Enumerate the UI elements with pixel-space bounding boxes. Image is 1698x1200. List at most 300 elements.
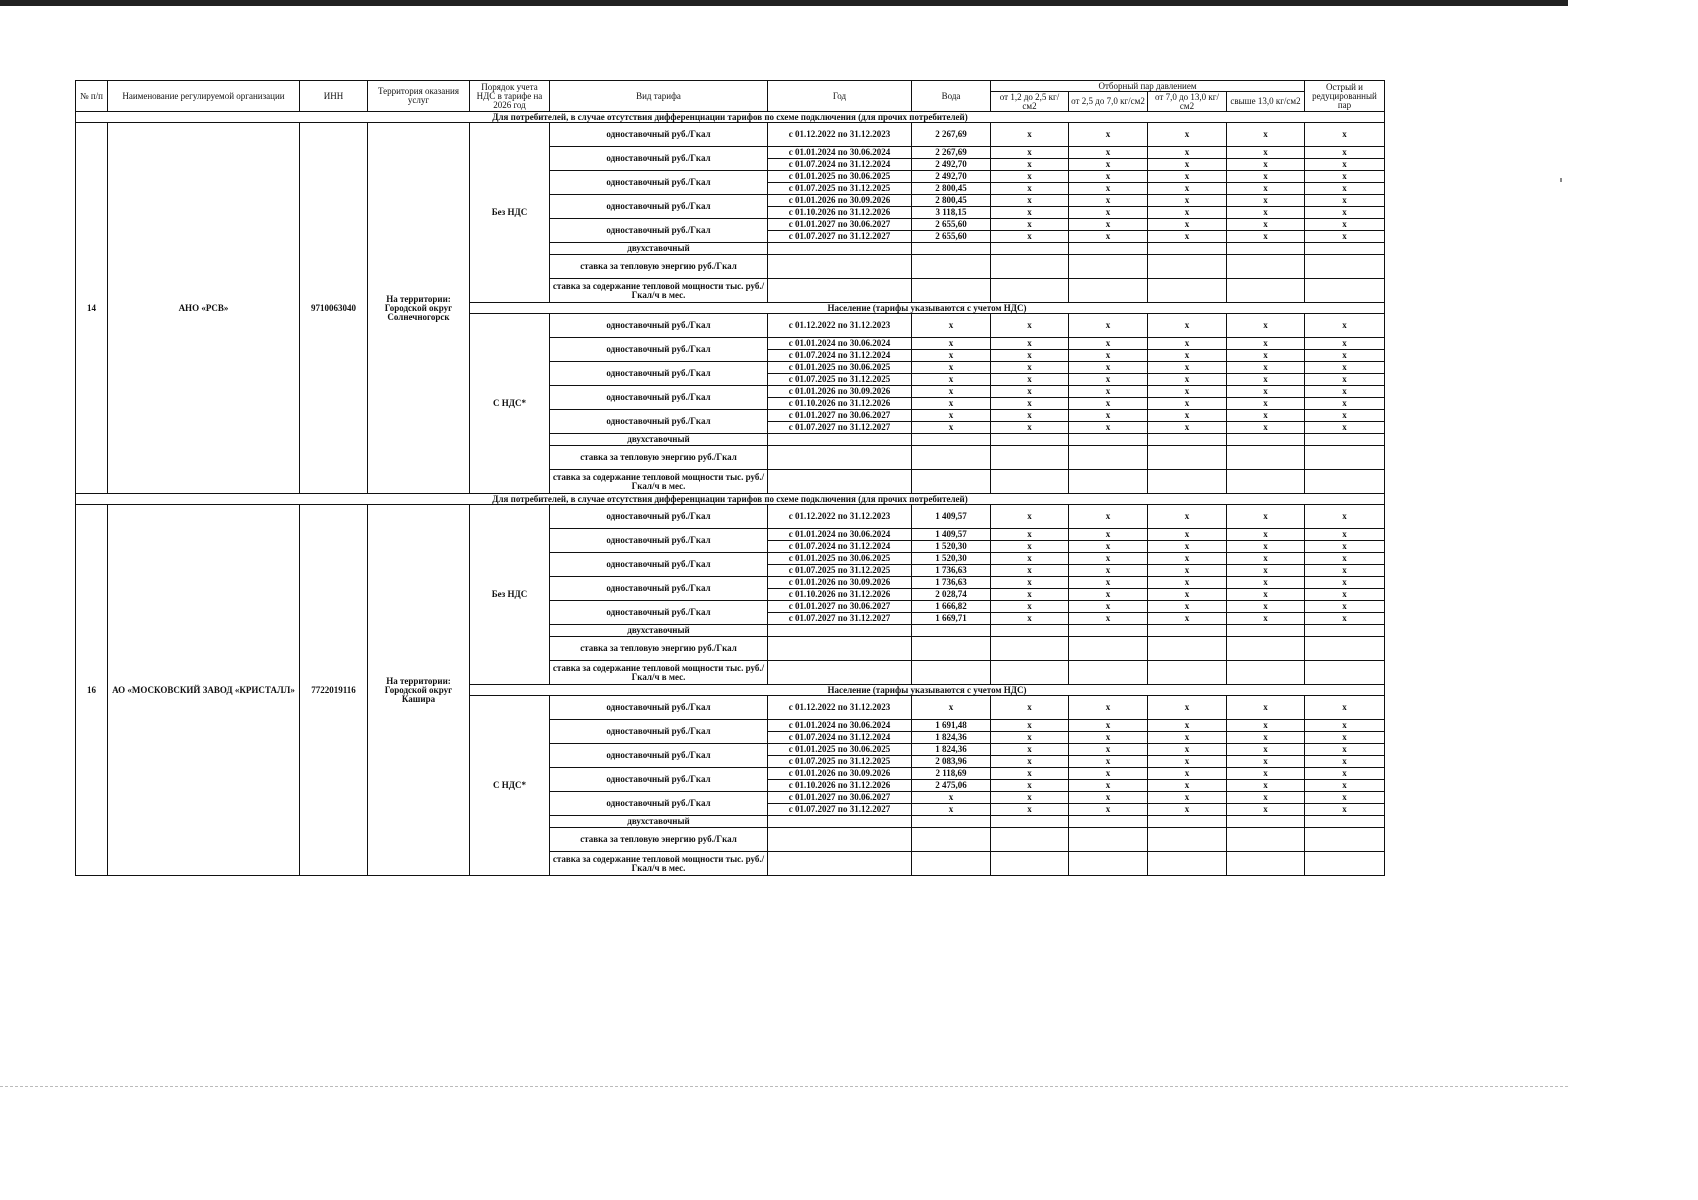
cell-x: x xyxy=(1069,732,1148,744)
cell-empty xyxy=(912,852,991,876)
cell-x: x xyxy=(1069,744,1148,756)
cell-empty xyxy=(1305,637,1385,661)
cell-x: x xyxy=(1069,553,1148,565)
tariff-type: одноставочный руб./Гкал xyxy=(550,792,768,816)
scan-speck xyxy=(1560,178,1562,182)
cell-empty xyxy=(1227,243,1305,255)
cell-x: x xyxy=(1148,410,1227,422)
cell-x: x xyxy=(1305,565,1385,577)
org-name: АНО «РСВ» xyxy=(108,123,300,494)
cell-x: x xyxy=(991,577,1069,589)
tariff-type: одноставочный руб./Гкал xyxy=(550,696,768,720)
period: с 01.07.2025 по 31.12.2025 xyxy=(768,565,912,577)
vat-mode: С НДС* xyxy=(470,696,550,876)
cell-empty xyxy=(912,434,991,446)
water-value: 1 736,63 xyxy=(912,565,991,577)
band-other-label: Для потребителей, в случае отсутствия дифференциации тарифов по схеме подключения (для прочих потребителей) xyxy=(76,494,1385,505)
org-inn: 9710063040 xyxy=(300,123,368,494)
cell-x: x xyxy=(1148,792,1227,804)
band-row-other xyxy=(76,112,1385,123)
org-inn: 7722019116 xyxy=(300,505,368,876)
cell-x: x xyxy=(991,171,1069,183)
tariff-row xyxy=(76,505,1385,529)
cell-x: x xyxy=(991,613,1069,625)
cell-empty xyxy=(991,816,1069,828)
tariff-table xyxy=(75,80,1385,876)
scan-footer-line xyxy=(0,1086,1568,1087)
period: с 01.01.2026 по 30.09.2026 xyxy=(768,577,912,589)
cell-x: x xyxy=(1069,565,1148,577)
cell-x: x xyxy=(1069,219,1148,231)
band-row-other xyxy=(76,494,1385,505)
tariff-type: одноставочный руб./Гкал xyxy=(550,601,768,625)
tariff-body xyxy=(76,112,1385,876)
cell-x: x xyxy=(1227,171,1305,183)
cell-x: x xyxy=(1227,589,1305,601)
cell-x: x xyxy=(991,410,1069,422)
cell-x: x xyxy=(1305,386,1385,398)
period: с 01.01.2026 по 30.09.2026 xyxy=(768,195,912,207)
cell-x: x xyxy=(1227,744,1305,756)
cell-x: x xyxy=(1069,577,1148,589)
cell-empty xyxy=(1148,243,1227,255)
water-value: 2 655,60 xyxy=(912,219,991,231)
cell-empty xyxy=(768,279,912,303)
cell-x: x xyxy=(1227,159,1305,171)
cell-x: x xyxy=(1069,768,1148,780)
water-value: 2 492,70 xyxy=(912,171,991,183)
cell-empty xyxy=(1069,852,1148,876)
water-value: 1 666,82 xyxy=(912,601,991,613)
cell-x: x xyxy=(1227,601,1305,613)
cell-x: x xyxy=(1069,541,1148,553)
scan-edge xyxy=(0,0,1568,6)
tariff-type: одноставочный руб./Гкал xyxy=(550,147,768,171)
period: с 01.01.2025 по 30.06.2025 xyxy=(768,744,912,756)
cell-x: x xyxy=(1148,553,1227,565)
cell-x: x xyxy=(1305,529,1385,541)
cell-x: x xyxy=(1227,792,1305,804)
cell-x: x xyxy=(1069,147,1148,159)
period: с 01.01.2025 по 30.06.2025 xyxy=(768,171,912,183)
cell-x: x xyxy=(1148,350,1227,362)
cell-x: x xyxy=(991,231,1069,243)
org-name: АО «МОСКОВСКИЙ ЗАВОД «КРИСТАЛЛ» xyxy=(108,505,300,876)
cell-x: x xyxy=(1227,147,1305,159)
header-water: Вода xyxy=(912,81,991,112)
cell-empty xyxy=(991,828,1069,852)
cell-x: x xyxy=(1069,696,1148,720)
vat-mode: С НДС* xyxy=(470,314,550,494)
cell-empty xyxy=(912,470,991,494)
cell-x: x xyxy=(1227,350,1305,362)
cell-x: x xyxy=(1069,123,1148,147)
cell-empty xyxy=(1069,243,1148,255)
period: с 01.01.2025 по 30.06.2025 xyxy=(768,553,912,565)
header-year: Год xyxy=(768,81,912,112)
cell-empty xyxy=(1148,255,1227,279)
cell-empty xyxy=(1305,470,1385,494)
cell-x: x xyxy=(991,123,1069,147)
cell-x: x xyxy=(1227,756,1305,768)
cell-x: x xyxy=(1227,314,1305,338)
cell-empty xyxy=(768,470,912,494)
cell-x: x xyxy=(1305,780,1385,792)
period: с 01.12.2022 по 31.12.2023 xyxy=(768,123,912,147)
period: с 01.01.2026 по 30.09.2026 xyxy=(768,768,912,780)
cell-x: x xyxy=(1227,577,1305,589)
cell-empty xyxy=(1069,637,1148,661)
cell-x: x xyxy=(1305,720,1385,732)
water-value: x xyxy=(912,792,991,804)
vat-mode: Без НДС xyxy=(470,123,550,303)
water-value: x xyxy=(912,696,991,720)
water-value: 2 655,60 xyxy=(912,231,991,243)
capacity-rate-label: ставка за содержание тепловой мощности тыс. руб./Гкал/ч в мес. xyxy=(550,279,768,303)
cell-x: x xyxy=(1148,720,1227,732)
tariff-type: одноставочный руб./Гкал xyxy=(550,314,768,338)
cell-x: x xyxy=(1305,362,1385,374)
water-value: 2 800,45 xyxy=(912,195,991,207)
cell-empty xyxy=(1305,243,1385,255)
period: с 01.01.2027 по 30.06.2027 xyxy=(768,601,912,613)
tariff-type: одноставочный руб./Гкал xyxy=(550,195,768,219)
cell-empty xyxy=(991,625,1069,637)
water-value: x xyxy=(912,804,991,816)
cell-x: x xyxy=(991,219,1069,231)
tariff-type: одноставочный руб./Гкал xyxy=(550,123,768,147)
cell-empty xyxy=(1069,470,1148,494)
cell-empty xyxy=(1227,816,1305,828)
period: с 01.12.2022 по 31.12.2023 xyxy=(768,696,912,720)
cell-x: x xyxy=(1305,314,1385,338)
water-value: x xyxy=(912,338,991,350)
water-value: x xyxy=(912,398,991,410)
water-value: 2 028,74 xyxy=(912,589,991,601)
capacity-rate-label: ставка за содержание тепловой мощности тыс. руб./Гкал/ч в мес. xyxy=(550,470,768,494)
cell-x: x xyxy=(991,541,1069,553)
cell-x: x xyxy=(1069,207,1148,219)
cell-x: x xyxy=(991,314,1069,338)
cell-x: x xyxy=(1305,505,1385,529)
cell-x: x xyxy=(1069,374,1148,386)
cell-x: x xyxy=(1069,422,1148,434)
cell-x: x xyxy=(1305,744,1385,756)
cell-x: x xyxy=(1227,696,1305,720)
cell-x: x xyxy=(1148,147,1227,159)
period: с 01.07.2024 по 31.12.2024 xyxy=(768,732,912,744)
cell-x: x xyxy=(1305,732,1385,744)
cell-empty xyxy=(1305,446,1385,470)
header-steam-1: от 1,2 до 2,5 кг/см2 xyxy=(991,92,1069,112)
header-territory: Территория оказания услуг xyxy=(368,81,470,112)
cell-x: x xyxy=(1305,207,1385,219)
cell-x: x xyxy=(1227,780,1305,792)
tariff-type: одноставочный руб./Гкал xyxy=(550,505,768,529)
cell-x: x xyxy=(1148,398,1227,410)
cell-empty xyxy=(1148,625,1227,637)
cell-empty xyxy=(991,434,1069,446)
cell-x: x xyxy=(1069,338,1148,350)
cell-x: x xyxy=(1227,123,1305,147)
cell-x: x xyxy=(1227,362,1305,374)
cell-x: x xyxy=(1148,231,1227,243)
cell-x: x xyxy=(1305,792,1385,804)
cell-x: x xyxy=(1227,553,1305,565)
cell-x: x xyxy=(1227,231,1305,243)
cell-x: x xyxy=(1227,613,1305,625)
capacity-rate-label: ставка за содержание тепловой мощности тыс. руб./Гкал/ч в мес. xyxy=(550,852,768,876)
cell-empty xyxy=(1305,816,1385,828)
cell-x: x xyxy=(1069,159,1148,171)
cell-empty xyxy=(1227,434,1305,446)
cell-x: x xyxy=(1305,219,1385,231)
cell-x: x xyxy=(991,159,1069,171)
cell-x: x xyxy=(991,529,1069,541)
cell-x: x xyxy=(991,362,1069,374)
header-org: Наименование регулируемой организации xyxy=(108,81,300,112)
cell-empty xyxy=(1069,816,1148,828)
cell-x: x xyxy=(1305,231,1385,243)
period: с 01.01.2027 по 30.06.2027 xyxy=(768,219,912,231)
cell-x: x xyxy=(991,720,1069,732)
period: с 01.07.2027 по 31.12.2027 xyxy=(768,613,912,625)
cell-empty xyxy=(1069,255,1148,279)
tariff-type-two-part: двухставочный xyxy=(550,816,768,828)
tariff-type: одноставочный руб./Гкал xyxy=(550,362,768,386)
cell-x: x xyxy=(1069,529,1148,541)
cell-empty xyxy=(1305,852,1385,876)
cell-x: x xyxy=(1069,410,1148,422)
tariff-type: одноставочный руб./Гкал xyxy=(550,386,768,410)
header-steam-3: от 7,0 до 13,0 кг/см2 xyxy=(1148,92,1227,112)
header-row-1 xyxy=(76,81,1385,92)
band-pop-label: Население (тарифы указываются с учетом НДС) xyxy=(470,685,1385,696)
cell-x: x xyxy=(1069,756,1148,768)
cell-x: x xyxy=(991,398,1069,410)
cell-x: x xyxy=(1148,589,1227,601)
energy-rate-label: ставка за тепловую энергию руб./Гкал xyxy=(550,828,768,852)
cell-empty xyxy=(1069,828,1148,852)
cell-x: x xyxy=(1148,386,1227,398)
cell-empty xyxy=(991,446,1069,470)
vat-mode: Без НДС xyxy=(470,505,550,685)
tariff-type-two-part: двухставочный xyxy=(550,434,768,446)
period: с 01.01.2024 по 30.06.2024 xyxy=(768,338,912,350)
tariff-type: одноставочный руб./Гкал xyxy=(550,577,768,601)
water-value: 2 267,69 xyxy=(912,123,991,147)
cell-empty xyxy=(912,637,991,661)
energy-rate-label: ставка за тепловую энергию руб./Гкал xyxy=(550,255,768,279)
cell-empty xyxy=(768,625,912,637)
cell-x: x xyxy=(991,195,1069,207)
water-value: 2 475,06 xyxy=(912,780,991,792)
cell-x: x xyxy=(1069,792,1148,804)
cell-x: x xyxy=(1227,386,1305,398)
cell-x: x xyxy=(1148,195,1227,207)
water-value: 2 118,69 xyxy=(912,768,991,780)
cell-x: x xyxy=(1148,768,1227,780)
cell-x: x xyxy=(991,601,1069,613)
cell-empty xyxy=(768,434,912,446)
tariff-type: одноставочный руб./Гкал xyxy=(550,410,768,434)
cell-x: x xyxy=(991,422,1069,434)
cell-x: x xyxy=(1305,350,1385,362)
cell-empty xyxy=(768,243,912,255)
cell-empty xyxy=(1148,446,1227,470)
water-value: 1 520,30 xyxy=(912,541,991,553)
period: с 01.01.2024 по 30.06.2024 xyxy=(768,529,912,541)
cell-empty xyxy=(912,828,991,852)
cell-x: x xyxy=(1305,374,1385,386)
water-value: 2 267,69 xyxy=(912,147,991,159)
cell-x: x xyxy=(1227,207,1305,219)
cell-empty xyxy=(1148,637,1227,661)
water-value: 1 736,63 xyxy=(912,577,991,589)
period: с 01.07.2024 по 31.12.2024 xyxy=(768,541,912,553)
cell-x: x xyxy=(1069,589,1148,601)
cell-x: x xyxy=(1227,565,1305,577)
cell-x: x xyxy=(1305,768,1385,780)
cell-x: x xyxy=(1069,505,1148,529)
cell-empty xyxy=(1227,637,1305,661)
org-territory: На территории: Городской округ Кашира xyxy=(368,505,470,876)
cell-x: x xyxy=(1305,553,1385,565)
cell-empty xyxy=(1069,625,1148,637)
cell-x: x xyxy=(1148,804,1227,816)
header-vat: Порядок учета НДС в тарифе на 2026 год xyxy=(470,81,550,112)
period: с 01.01.2027 по 30.06.2027 xyxy=(768,410,912,422)
tariff-type: одноставочный руб./Гкал xyxy=(550,553,768,577)
period: с 01.07.2024 по 31.12.2024 xyxy=(768,159,912,171)
period: с 01.07.2027 по 31.12.2027 xyxy=(768,231,912,243)
cell-x: x xyxy=(1227,422,1305,434)
cell-empty xyxy=(1148,852,1227,876)
cell-empty xyxy=(1227,446,1305,470)
cell-x: x xyxy=(991,756,1069,768)
cell-empty xyxy=(991,470,1069,494)
header-steam-group: Отборный пар давлением xyxy=(991,81,1305,92)
cell-x: x xyxy=(1148,338,1227,350)
cell-x: x xyxy=(1069,398,1148,410)
tariff-type: одноставочный руб./Гкал xyxy=(550,744,768,768)
cell-x: x xyxy=(1148,529,1227,541)
cell-empty xyxy=(991,255,1069,279)
cell-x: x xyxy=(1069,613,1148,625)
cell-empty xyxy=(768,852,912,876)
cell-x: x xyxy=(1069,720,1148,732)
water-value: 1 409,57 xyxy=(912,505,991,529)
cell-empty xyxy=(1227,625,1305,637)
cell-x: x xyxy=(991,565,1069,577)
water-value: x xyxy=(912,410,991,422)
cell-x: x xyxy=(991,350,1069,362)
cell-x: x xyxy=(1148,601,1227,613)
cell-x: x xyxy=(1305,338,1385,350)
cell-empty xyxy=(1305,661,1385,685)
cell-x: x xyxy=(1069,362,1148,374)
cell-empty xyxy=(1227,470,1305,494)
cell-x: x xyxy=(991,780,1069,792)
cell-x: x xyxy=(1148,780,1227,792)
cell-x: x xyxy=(1148,362,1227,374)
cell-empty xyxy=(1069,661,1148,685)
cell-x: x xyxy=(1305,589,1385,601)
period: с 01.07.2025 по 31.12.2025 xyxy=(768,183,912,195)
tariff-type: одноставочный руб./Гкал xyxy=(550,171,768,195)
cell-x: x xyxy=(1305,398,1385,410)
header-steam-2: от 2,5 до 7,0 кг/см2 xyxy=(1069,92,1148,112)
org-territory: На территории: Городской округ Солнечногорск xyxy=(368,123,470,494)
cell-empty xyxy=(912,816,991,828)
tariff-type: одноставочный руб./Гкал xyxy=(550,720,768,744)
cell-empty xyxy=(1227,852,1305,876)
cell-empty xyxy=(1305,279,1385,303)
cell-empty xyxy=(1148,661,1227,685)
cell-x: x xyxy=(1148,505,1227,529)
cell-x: x xyxy=(1148,422,1227,434)
cell-empty xyxy=(991,661,1069,685)
capacity-rate-label: ставка за содержание тепловой мощности тыс. руб./Гкал/ч в мес. xyxy=(550,661,768,685)
cell-x: x xyxy=(1148,613,1227,625)
cell-empty xyxy=(1305,828,1385,852)
cell-x: x xyxy=(1148,732,1227,744)
cell-empty xyxy=(1227,661,1305,685)
tariff-type-two-part: двухставочный xyxy=(550,625,768,637)
cell-x: x xyxy=(1148,183,1227,195)
cell-x: x xyxy=(1148,565,1227,577)
cell-x: x xyxy=(1305,613,1385,625)
water-value: 1 520,30 xyxy=(912,553,991,565)
tariff-type: одноставочный руб./Гкал xyxy=(550,529,768,553)
period: с 01.12.2022 по 31.12.2023 xyxy=(768,505,912,529)
tariff-type: одноставочный руб./Гкал xyxy=(550,338,768,362)
cell-x: x xyxy=(1305,123,1385,147)
cell-empty xyxy=(912,625,991,637)
cell-empty xyxy=(768,255,912,279)
cell-x: x xyxy=(991,386,1069,398)
header-steam-4: свыше 13,0 кг/см2 xyxy=(1227,92,1305,112)
cell-x: x xyxy=(1227,398,1305,410)
cell-x: x xyxy=(991,183,1069,195)
cell-empty xyxy=(768,446,912,470)
water-value: x xyxy=(912,422,991,434)
cell-x: x xyxy=(1227,410,1305,422)
cell-x: x xyxy=(1305,422,1385,434)
org-number: 16 xyxy=(76,505,108,876)
period: с 01.01.2024 по 30.06.2024 xyxy=(768,720,912,732)
period: с 01.01.2024 по 30.06.2024 xyxy=(768,147,912,159)
cell-x: x xyxy=(991,338,1069,350)
cell-x: x xyxy=(1148,577,1227,589)
energy-rate-label: ставка за тепловую энергию руб./Гкал xyxy=(550,637,768,661)
cell-x: x xyxy=(1227,720,1305,732)
tariff-type-two-part: двухставочный xyxy=(550,243,768,255)
water-value: 1 824,36 xyxy=(912,744,991,756)
cell-empty xyxy=(912,279,991,303)
cell-empty xyxy=(1305,255,1385,279)
cell-x: x xyxy=(1227,529,1305,541)
cell-x: x xyxy=(1148,159,1227,171)
cell-x: x xyxy=(1227,505,1305,529)
water-value: 1 409,57 xyxy=(912,529,991,541)
period: с 01.07.2025 по 31.12.2025 xyxy=(768,374,912,386)
cell-x: x xyxy=(1305,577,1385,589)
cell-x: x xyxy=(1069,195,1148,207)
cell-empty xyxy=(991,243,1069,255)
cell-x: x xyxy=(1227,183,1305,195)
water-value: x xyxy=(912,374,991,386)
